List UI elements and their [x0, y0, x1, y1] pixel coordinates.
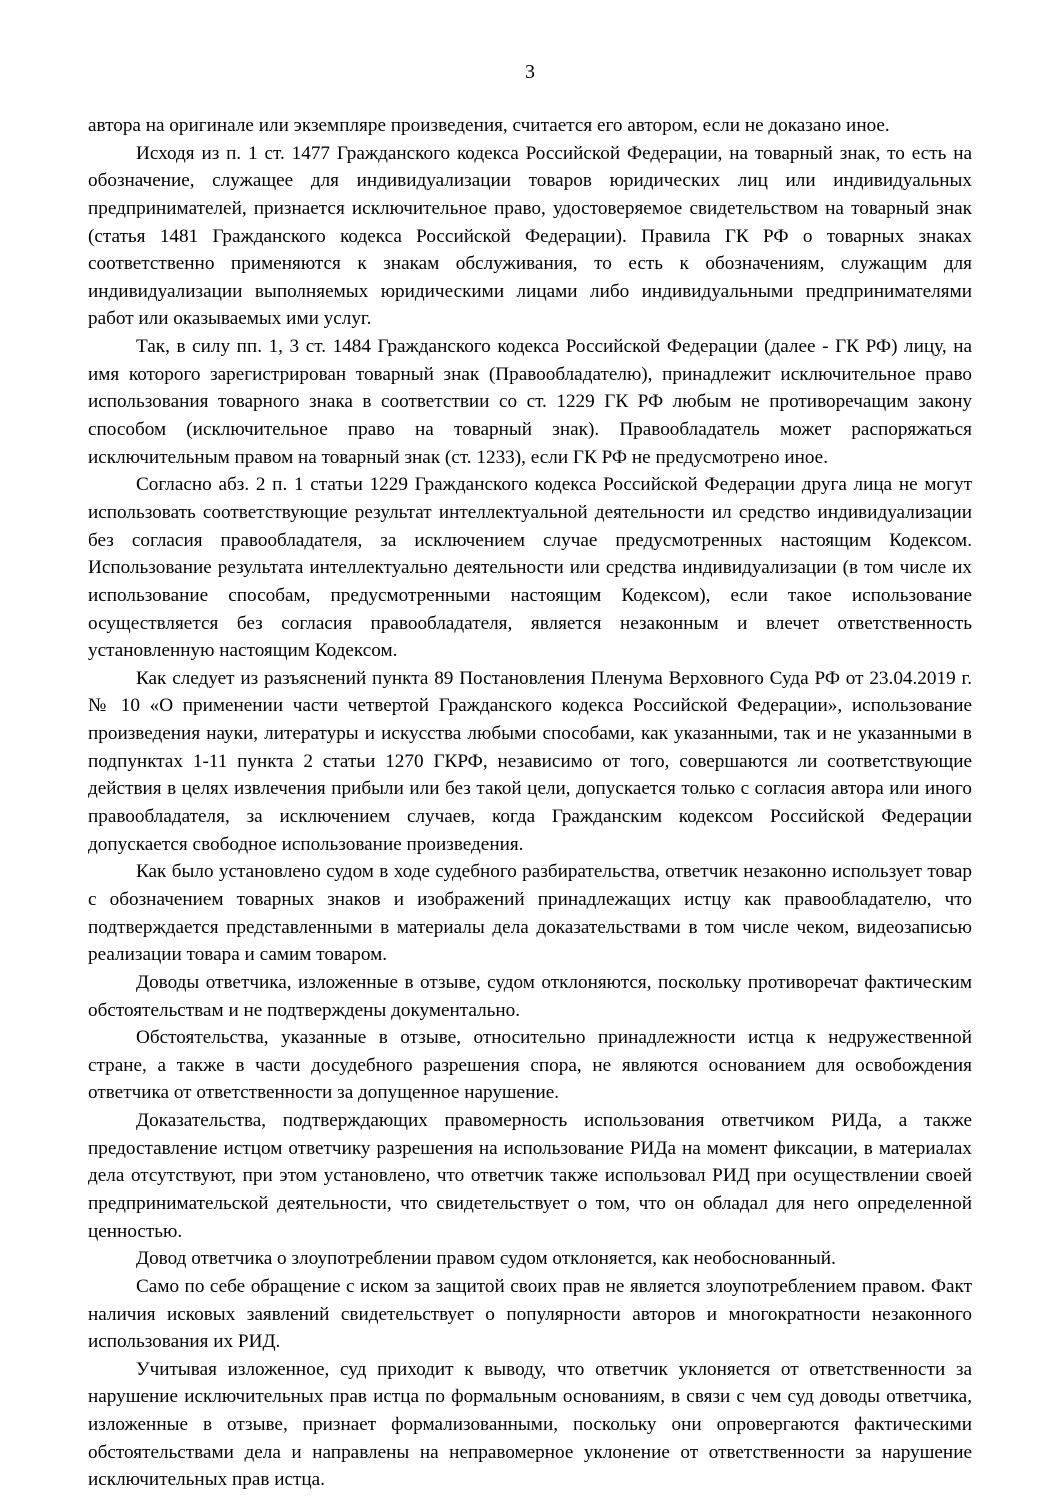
- document-paragraph: Учитывая изложенное, суд приходит к выводу, что ответчик уклоняется от ответственности за нарушение исключительных прав истца по формальным основаниям, в связи с чем суд доводы ответчика, изложенные в отзыве, признает формализованными, поскольку они опровергаются фактическими обстоятельствами дела и направлены на неправомерное уклонение от ответственности за нарушение исключительных прав истца.: [88, 1358, 972, 1491]
- document-paragraph: Доводы ответчика, изложенные в отзыве, судом отклоняются, поскольку противоречат фактическим обстоятельствам и не подтверждены документально.: [88, 971, 972, 1021]
- document-paragraph: Как было установлено судом в ходе судебного разбирательства, ответчик незаконно использует товар с обозначением товарных знаков и изображений принадлежащих истцу как правообладателю, что подтверждается представленными в материалы дела доказательствами в том числе чеком, видеозаписью реализации товара и самим товаром.: [88, 861, 972, 966]
- document-paragraph: Довод ответчика о злоупотреблении правом судом отклоняется, как необоснованный.: [136, 1248, 836, 1270]
- document-paragraph: Обстоятельства, указанные в отзыве, относительно принадлежности истца к недружественной стране, а также в части досудебного разрешения спора, не являются основанием для освобождения ответчика от ответственности за допущенное нарушение.: [88, 1027, 972, 1104]
- document-paragraph: Само по себе обращение с иском за защитой своих прав не является злоупотреблением правом. Факт наличия исковых заявлений свидетельствует о популярности авторов и многократности незаконного использования их РИД.: [88, 1275, 972, 1353]
- document-paragraph: Исходя из п. 1 ст. 1477 Гражданского кодекса Российской Федерации, на товарный знак, то есть на обозначение, служащее для индивидуализации товаров юридических лиц или индивидуальных предпринимателей, признается исключительное право, удостоверяемое свидетельством на товарный знак (статья 1481 Гражданского кодекса Российской Федерации). Правила ГК РФ о товарных знаках соответственно применяются к знакам обслуживания, то есть к обозначениям, служащим для индивидуализации выполняемых юридическими лицами либо индивидуальными предпринимателями работ или оказываемых ими услуг.: [88, 142, 972, 330]
- document-paragraph: автора на оригинале или экземпляре произведения, считается его автором, если не доказано иное.: [88, 115, 890, 136]
- document-paragraph: Так, в силу пп. 1, 3 ст. 1484 Гражданского кодекса Российской Федерации (далее - ГК РФ) лицу, на имя которого зарегистрирован товарный знак (Правообладателю), принадлежит исключительное право использования товарного знака в соответствии со ст. 1229 ГК РФ любым не противоречащим закону способом (исключительное право на товарный знак). Правообладатель может распоряжаться исключительным правом на товарный знак (ст. 1233), если ГК РФ не предусмотрено иное.: [88, 336, 972, 468]
- document-paragraph: Доказательства, подтверждающих правомерность использования ответчиком РИДа, а также предоставление истцом ответчику разрешения на использование РИДа на момент фиксации, в материалах дела отсутствуют, при этом установлено, что ответчик также использовал РИД при осуществлении своей предпринимательской деятельности, что свидетельствует о том, что он обладал для него определенной ценностью.: [88, 1110, 972, 1242]
- document-body: [88, 112, 972, 1494]
- document-paragraph: Согласно абз. 2 п. 1 статьи 1229 Гражданского кодекса Российской Федерации друга лица не могут использовать соответствующие результат интеллектуальной деятельности ил средство индивидуализации без согласия правообладателя, за исключением случае предусмотренных настоящим Кодексом. Использование результата интеллектуально деятельности или средства индивидуализации (в том числе их использование способам, предусмотренными настоящим Кодексом), если такое использование осуществляется без согласия правообладателя, является незаконным и влечет ответственность установленную настоящим Кодексом.: [88, 474, 972, 662]
- page-number: 3: [525, 61, 535, 83]
- document-paragraph: Как следует из разъяснений пункта 89 Постановления Пленума Верховного Суда РФ от 23.04.2019 г. № 10 «О применении части четвертой Гражданского кодекса Российской Федерации», использование произведения науки, литературы и искусства любыми способами, как указанными, так и не указанными в подпунктах 1-11 пункта 2 статьи 1270 ГКРФ, независимо от того, совершаются ли соответствующие действия в целях извлечения прибыли или без такой цели, допускается только с согласия автора или иного правообладателя, за исключением случаев, когда Гражданским кодексом Российской Федерации допускается свободное использование произведения.: [88, 667, 972, 855]
